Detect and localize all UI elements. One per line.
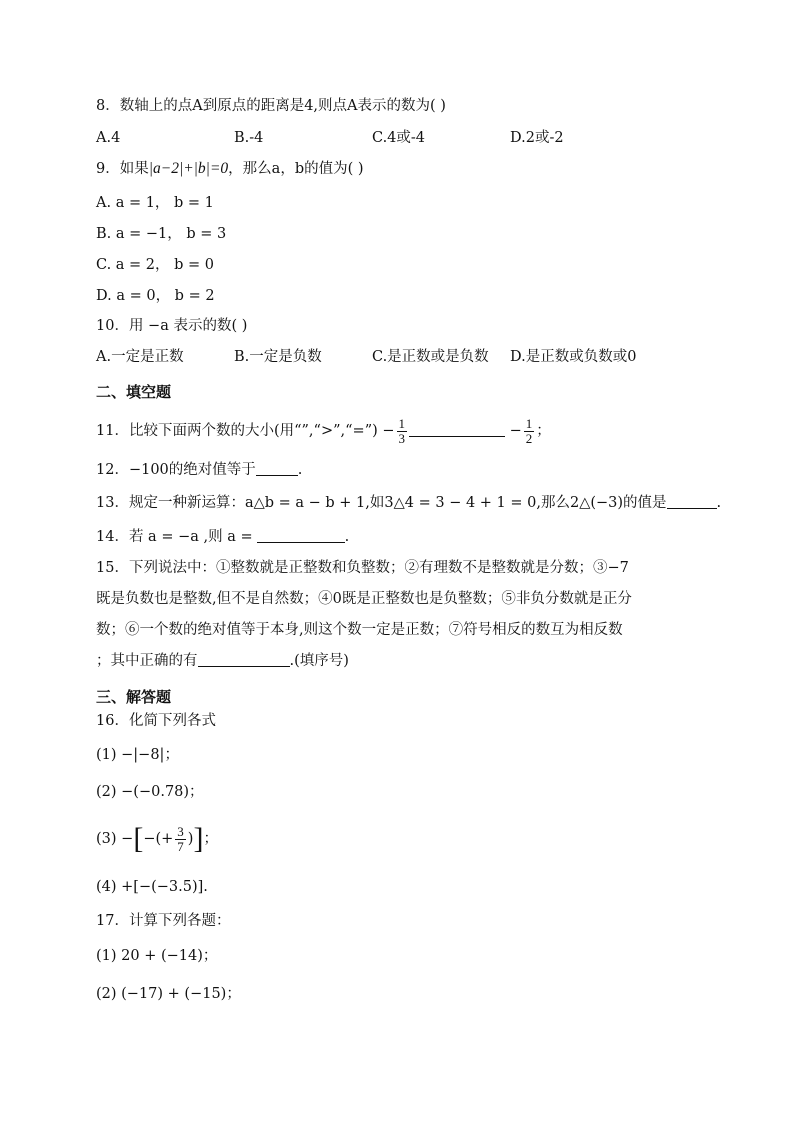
section-solve-heading: 三、解答题 [96,688,172,706]
right-bracket-glyph: ] [193,822,204,855]
question-10-option-a: A.一定是正数 [96,349,184,365]
question-15-answer-blank[interactable] [198,652,290,667]
question-16-part-2: (2) −(−0.78)； [96,784,204,800]
question-16-part-3-pre: (3) − [96,831,134,847]
question-13-answer-blank[interactable] [667,494,717,509]
question-8-stem: 8．数轴上的点A到原点的距离是4,则点A表示的数为( ) [96,98,446,114]
question-12-answer-blank[interactable] [256,461,298,476]
left-bracket-glyph: [ [133,822,144,855]
question-16-part-3-inner-pre: −(+ [143,831,174,847]
question-11-fraction-1 [397,417,408,446]
question-9-stem [96,159,364,179]
question-9-expression: |a−2|+|b|=0 [148,160,229,177]
question-9-post: ，那么a，b的值为( ) [228,161,364,177]
question-11-pre: 11．比较下面两个数的大小(用“”,“>”,“=”) [96,423,378,439]
question-11-fraction-1-sign: − [382,423,395,439]
question-8-option-d: D.2或-2 [510,130,564,146]
question-17-part-1: (1) 20 + (−14)； [96,948,218,964]
question-8-option-a: A.4 [96,130,121,146]
question-15-line-2: 既是负数也是整数,但不是自然数；④0既是正整数也是负整数；⑤非负分数就是正分 [96,591,632,607]
question-8-option-b: B.-4 [234,130,264,146]
question-16-part-3 [96,822,218,856]
question-12 [96,460,302,480]
question-10-option-b: B.一定是负数 [234,349,322,365]
section-fill-in-heading: 二、填空题 [96,383,172,401]
question-16-part-3-post: ； [203,831,218,847]
question-9-pre: 9．如果 [96,161,149,177]
fraction-numerator: 3 [177,823,184,839]
question-13 [96,493,721,513]
question-11-post: ； [536,423,551,439]
question-14 [96,527,349,547]
question-10-option-d: D.是正数或负数或0 [510,349,637,365]
question-13-post: . [716,495,722,511]
question-9-option-d: D. a = 0， b = 2 [96,288,215,304]
question-12-pre: 12．−100的绝对值等于 [96,462,256,478]
fraction-numerator: 1 [398,415,406,431]
question-10-stem: 10．用 −a 表示的数( ) [96,318,248,334]
question-16-part-1: (1) −|−8|； [96,747,179,763]
question-12-post: . [297,462,303,478]
fraction-denominator: 2 [525,430,533,446]
question-17-stem: 17．计算下列各题： [96,913,231,929]
fraction-numerator: 1 [525,415,533,431]
question-10-option-c: C.是正数或是负数 [372,349,489,365]
question-9-option-a: A. a = 1， b = 1 [96,195,214,211]
question-14-pre: 14．若 a = −a ,则 a = [96,529,253,545]
question-15-line-3: 数；⑥一个数的绝对值等于本身,则这个数一定是正数；⑦符号相反的数互为相反数 [96,622,623,638]
question-15-line-4 [96,651,349,671]
question-15-line-1: 15．下列说法中：①整数就是正整数和负整数；②有理数不是整数就是分数；③−7 [96,560,629,576]
question-15-line-4-post: .(填序号) [289,653,349,669]
question-11-fraction-2-sign: − [509,423,522,439]
fraction-denominator: 3 [398,430,406,446]
question-16-part-4: (4) +[−(−3.5)]. [96,879,208,895]
question-15-line-4-pre: ；其中正确的有 [96,653,198,669]
question-11 [96,414,551,448]
question-16-part-3-fraction [175,825,186,854]
question-13-pre: 13．规定一种新运算：a△b = a − b + 1,如3△4 = 3 − 4 + 1 = 0,那么2△(−3)的值是 [96,495,667,511]
question-14-answer-blank[interactable] [257,528,345,543]
question-11-answer-blank[interactable] [409,422,505,437]
question-16-part-3-inner-post: ) [187,831,194,847]
question-9-option-c: C. a = 2， b = 0 [96,257,215,273]
question-17-part-2: (2) (−17) + (−15)； [96,986,241,1002]
question-11-fraction-2 [524,417,535,446]
question-8-option-c: C.4或-4 [372,130,426,146]
question-14-post: . [344,529,350,545]
question-16-stem: 16．化简下列各式 [96,713,216,729]
question-9-option-b: B. a = −1， b = 3 [96,226,227,242]
fraction-denominator: 7 [177,838,184,854]
